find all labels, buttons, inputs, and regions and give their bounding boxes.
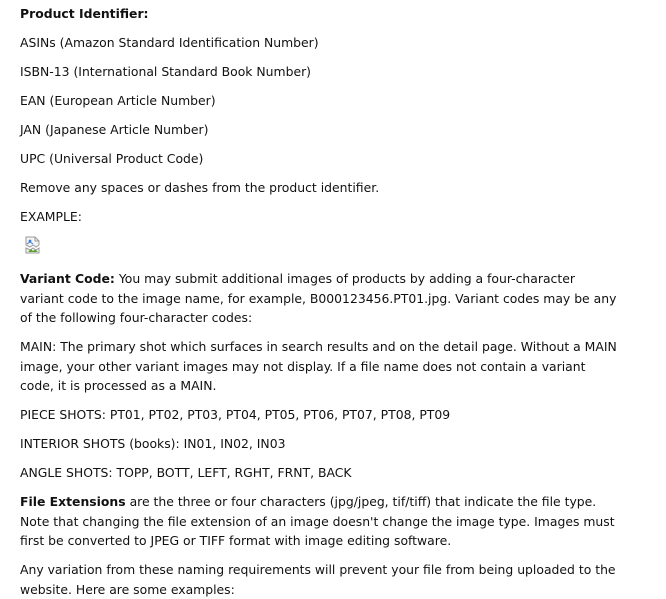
identifier-item-upc: UPC (Universal Product Code) (20, 151, 204, 166)
file-extensions-heading: File Extensions (20, 494, 126, 509)
example-image (20, 236, 666, 269)
angle-shots-line: ANGLE SHOTS: TOPP, BOTT, LEFT, RGHT, FRNT, BACK (20, 465, 352, 480)
identifier-item-isbn: ISBN-13 (International Standard Book Number) (20, 64, 312, 79)
interior-shots-line: INTERIOR SHOTS (books): IN01, IN02, IN03 (20, 436, 286, 451)
example-label: EXAMPLE: (20, 209, 82, 224)
variation-note-paragraph: Any variation from these naming requirements will prevent your file from being uploaded to the website. Here are some examples: (20, 562, 616, 597)
identifier-item-asin: ASINs (Amazon Standard Identification Number) (20, 35, 319, 50)
variant-code-paragraph (20, 269, 620, 328)
main-code-paragraph: MAIN: The primary shot which surfaces in search results and on the detail page. Without a MAIN image, your other variant images may not display. If a file name does not contain a variant code, it is processed as a MAIN. (20, 339, 617, 393)
variant-code-text: You may submit additional images of products by adding a four-character variant code to the image name, for example, B000123456.PT01.jpg. Variant codes may be any of the following four-character codes: (20, 271, 617, 325)
piece-shots-line: PIECE SHOTS: PT01, PT02, PT03, PT04, PT05, PT06, PT07, PT08, PT09 (20, 407, 451, 422)
file-extensions-paragraph (20, 492, 620, 551)
identifier-item-ean: EAN (European Article Number) (20, 93, 216, 108)
identifier-item-jan: JAN (Japanese Article Number) (20, 122, 209, 137)
broken-image-icon (24, 236, 42, 254)
variant-code-heading: Variant Code: (20, 271, 115, 286)
file-extensions-text: are the three or four characters (jpg/jpeg, tif/tiff) that indicate the file type. Note that changing the file extension of an image doesn't change the image type. Images must first be converted to JPEG or TIFF format with image editing software. (20, 494, 615, 548)
product-identifier-heading: Product Identifier: (20, 6, 149, 21)
identifier-note: Remove any spaces or dashes from the product identifier. (20, 180, 380, 195)
